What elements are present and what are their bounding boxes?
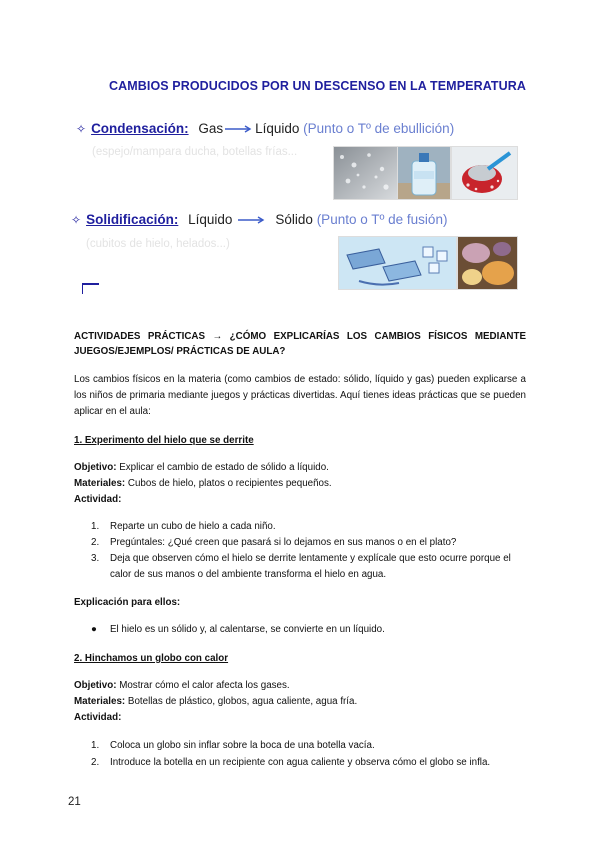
exp2-objetivo: Mostrar cómo el calor afecta los gases.: [116, 680, 290, 691]
activities-heading: ACTIVIDADES PRÁCTICAS → ¿CÓMO EXPLICARÍAS LOS CAMBIOS FÍSICOS MEDIANTE JUEGOS/EJEMPLOS/ PRÁCTICAS DE AULA?: [74, 331, 526, 357]
list-item: 2. Introduce la botella en un recipiente con agua caliente y observa cómo el globo se infla.: [91, 757, 491, 768]
solidificacion-line: [71, 212, 447, 227]
list-item: ● El hielo es un sólido y, al calentarse, se convierte en un líquido.: [91, 624, 385, 635]
exp2-title: 2. Hinchamos un globo con calor: [74, 653, 229, 664]
condensacion-examples: (espejo/mampara ducha, botellas frías...: [92, 146, 298, 158]
exp1-explicacion: [91, 622, 529, 637]
page-number: 21: [68, 796, 81, 808]
exp1-objetivo-label: Objetivo:: [74, 462, 117, 473]
exp1-details: [74, 460, 526, 508]
solidificacion-to: Sólido: [275, 212, 313, 227]
diamond-bullet-icon: ✧: [71, 213, 82, 227]
exp1-steps: [91, 519, 529, 583]
cold-can-photo: [451, 146, 518, 200]
exp2-actividad-label: Actividad:: [74, 712, 122, 723]
exp2-steps: [91, 737, 529, 771]
right-arrow-icon: [234, 215, 270, 225]
condensacion-line: [76, 121, 454, 136]
list-item: 3. Deja que observen cómo el hielo se derrite lentamente y explícale que esto ocurre porque el calor de sus manos o del ambiente transforma el hielo en agua.: [91, 553, 511, 580]
exp1-actividad-label: Actividad:: [74, 494, 122, 505]
exp2-objetivo-label: Objetivo:: [74, 680, 117, 691]
decorative-mark: [82, 283, 99, 294]
list-item: 1. Reparte un cubo de hielo a cada niño.: [91, 521, 276, 532]
exp1-title: 1. Experimento del hielo que se derrite: [74, 435, 254, 446]
condensacion-to: Líquido: [255, 121, 300, 136]
exp1-objetivo: Explicar el cambio de estado de sólido a líquido.: [116, 462, 329, 473]
solidificacion-from: Líquido: [188, 212, 233, 227]
solidificacion-point: (Punto o Tº de fusión): [316, 212, 448, 227]
water-bottle-photo: [397, 146, 451, 200]
solidificacion-term: Solidificación:: [86, 212, 179, 227]
exp2-details: [74, 678, 526, 726]
exp2-materiales-label: Materiales:: [74, 696, 126, 707]
solidificacion-examples: (cubitos de hielo, helados...): [86, 238, 230, 250]
exp1-explicacion-label: Explicación para ellos:: [74, 597, 181, 608]
condensacion-term: Condensación:: [91, 121, 189, 136]
ice-tray-illustration: [338, 236, 457, 290]
condensacion-point: (Punto o Tº de ebullición): [303, 121, 455, 136]
list-item: 1. Coloca un globo sin inflar sobre la boca de una botella vacía.: [91, 740, 375, 751]
diamond-bullet-icon: ✧: [76, 122, 87, 136]
condensation-glass-photo: [333, 146, 398, 200]
exp1-materiales-label: Materiales:: [74, 478, 126, 489]
frozen-food-photo: [457, 236, 518, 290]
activities-intro: Los cambios físicos en la materia (como cambios de estado: sólido, líquido y gas) pueden explicarse a los niños de primaria mediante juegos y prácticas divertidas. Aquí tienes ideas prácticas que se pueden aplicar en el aula:: [74, 374, 526, 417]
list-item: 2. Pregúntales: ¿Qué creen que pasará si lo dejamos en sus manos o en el plato?: [91, 537, 457, 548]
exp1-materiales: Cubos de hielo, platos o recipientes pequeños.: [125, 478, 332, 489]
page-title: CAMBIOS PRODUCIDOS POR UN DESCENSO EN LA TEMPERATURA: [108, 79, 527, 93]
condensacion-from: Gas: [198, 121, 224, 136]
right-arrow-icon: [225, 124, 253, 134]
exp2-materiales: Botellas de plástico, globos, agua caliente, agua fría.: [125, 696, 358, 707]
